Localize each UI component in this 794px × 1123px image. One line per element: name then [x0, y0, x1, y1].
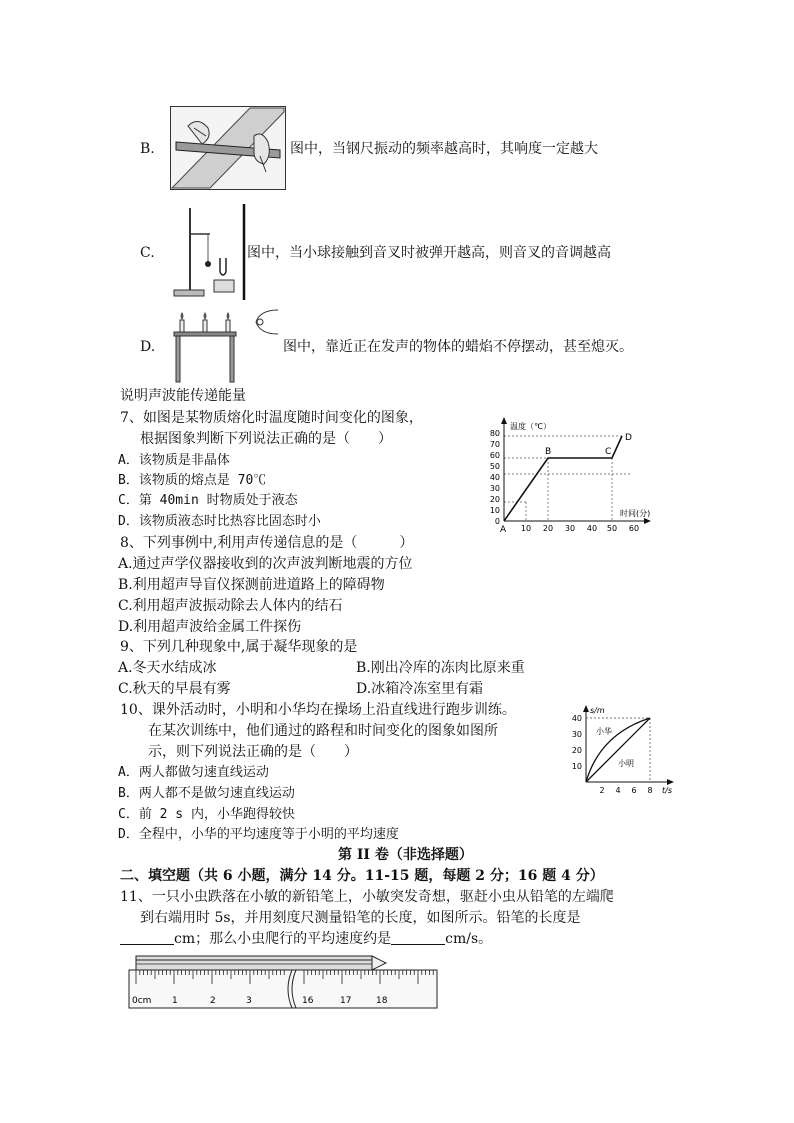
ruler-label: 1: [172, 996, 178, 1006]
y-tick: 10: [571, 762, 582, 771]
section-title: 第 II 卷（非选择题）: [338, 847, 473, 863]
q10-stem-line1: 10、课外活动时，小明和小华均在操场上沿直线进行跑步训练。: [120, 702, 516, 718]
tuning-fork-figure: [172, 204, 246, 300]
q10-stem-line3: 示，则下列说法正确的是（ ）: [148, 744, 358, 760]
pencil-ruler-figure: [128, 953, 444, 1011]
ruler-label: 0cm: [132, 996, 152, 1006]
point-label-d: D: [625, 433, 632, 443]
ruler-label: 18: [376, 996, 388, 1006]
q9-option-a: A.冬天水结成冰: [118, 660, 217, 676]
point-label-a: A: [500, 525, 507, 534]
q11-unit2: cm/s。: [445, 931, 493, 947]
x-tick: 6: [631, 786, 637, 795]
ruler-label: 2: [210, 996, 216, 1006]
x-tick: 4: [615, 786, 621, 795]
q11-stem-line1: 11、一只小虫跌落在小敏的新铅笔上，小敏突发奇想，驱赶小虫从铅笔的左端爬: [120, 889, 614, 905]
option-d-label: D.: [140, 339, 156, 355]
steel-ruler-figure: [170, 106, 286, 190]
dt-y-label: s/m: [590, 706, 605, 715]
point-label-b: B: [545, 447, 552, 457]
q11-unit1: cm；那么小虫爬行的平均速度约是: [174, 931, 392, 947]
q11-stem-line3: [120, 929, 492, 949]
q8-stem: 8、下列事例中,利用声传递信息的是（ ）: [120, 535, 414, 551]
option-c-label: C.: [140, 245, 155, 261]
y-tick: 30: [489, 484, 500, 493]
q10-option-d: D．全程中，小华的平均速度等于小明的平均速度: [118, 827, 399, 842]
y-tick: 20: [571, 746, 582, 755]
section-heading: 二、填空题（共 6 小题，满分 14 分。11-15 题，每题 2 分；16 题 4 分）: [120, 868, 604, 884]
q9-option-b: B.刚出冷库的冻肉比原来重: [356, 660, 525, 676]
y-tick: 20: [489, 495, 500, 504]
x-tick: 2: [599, 786, 605, 795]
q10-stem-line2: 在某次训练中，他们通过的路程和时间变化的图象如图所: [148, 723, 498, 739]
q7-option-d: D．该物质液态时比热容比固态时小: [118, 514, 321, 529]
pencil-tip: [372, 956, 386, 970]
q7-option-c: C．第 40min 时物质处于液态: [118, 493, 298, 508]
ruler-label: 16: [302, 996, 314, 1006]
distance-time-chart: [566, 704, 678, 796]
series-label-xiaoming: 小明: [618, 759, 634, 768]
q10-option-c: C．前 2 s 内，小华跑得较快: [118, 807, 295, 822]
q9-option-d: D.冰箱冷冻室里有霜: [356, 681, 484, 697]
q9-option-c: C.秋天的早晨有雾: [118, 681, 231, 697]
x-tick: 60: [628, 524, 640, 533]
answer-blank-speed[interactable]: [391, 930, 445, 945]
q11-stem-line2: 到右端用时 5s，并用刻度尺测量铅笔的长度，如图所示。铅笔的长度是: [140, 910, 581, 926]
x-tick: 10: [520, 524, 532, 533]
point-label-c: C: [605, 447, 612, 457]
ruler-label: 17: [340, 996, 352, 1006]
y-tick: 60: [489, 451, 500, 460]
x-tick: 30: [564, 524, 576, 533]
y-tick: 0: [494, 517, 500, 526]
q7-option-a: A．该物质是非晶体: [118, 453, 230, 468]
dt-x-label: t/s: [662, 786, 672, 795]
answer-blank-length[interactable]: [120, 930, 174, 945]
q8-option-a: A.通过声学仪器接收到的次声波判断地震的方位: [118, 556, 413, 572]
ruler-label: 3: [246, 996, 252, 1006]
q7-stem-line2: 根据图象判断下列说法正确的是（ ）: [140, 431, 392, 447]
x-tick: 40: [586, 524, 598, 533]
y-tick: 40: [489, 473, 500, 482]
option-d-text: 图中，靠近正在发声的物体的蜡焰不停摆动，甚至熄灭。: [283, 339, 633, 355]
option-b-text: 图中，当钢尺振动的频率越高时，其响度一定越大: [290, 141, 598, 157]
melting-y-label: 温度（℃）: [510, 422, 551, 431]
q8-option-c: C.利用超声波振动除去人体内的结石: [118, 598, 343, 614]
y-tick: 80: [489, 429, 500, 438]
pencil-body: [136, 956, 372, 970]
option-d-continuation: 说明声波能传递能量: [120, 388, 246, 404]
melting-x-label: 时间(分): [620, 509, 651, 518]
x-tick: 8: [647, 786, 653, 795]
series-label-xiaohua: 小华: [596, 727, 612, 736]
q9-stem: 9、下列几种现象中,属于凝华现象的是: [120, 639, 358, 655]
x-tick: 20: [542, 524, 554, 533]
candles-figure: [170, 308, 282, 384]
q10-option-a: A．两人都做匀速直线运动: [118, 765, 269, 780]
option-c-text: 图中，当小球接触到音叉时被弹开越高，则音叉的音调越高: [247, 245, 611, 261]
x-tick: 50: [606, 524, 618, 533]
q10-option-b: B．两人都不是做匀速直线运动: [118, 786, 295, 801]
y-tick: 10: [489, 506, 500, 515]
y-tick: 40: [571, 714, 582, 723]
q8-option-d: D.利用超声波给金属工件探伤: [118, 619, 302, 635]
q7-option-b: B．该物质的熔点是 70℃: [118, 473, 267, 488]
q8-option-b: B.利用超声导盲仪探测前进道路上的障碍物: [118, 577, 385, 593]
y-tick: 30: [571, 730, 582, 739]
option-b-label: B.: [140, 141, 155, 157]
q7-stem-line1: 7、如图是某物质熔化时温度随时间变化的图象，: [120, 410, 423, 426]
y-tick: 50: [489, 462, 500, 471]
y-tick: 70: [489, 440, 500, 449]
melting-curve-chart: [484, 414, 654, 534]
